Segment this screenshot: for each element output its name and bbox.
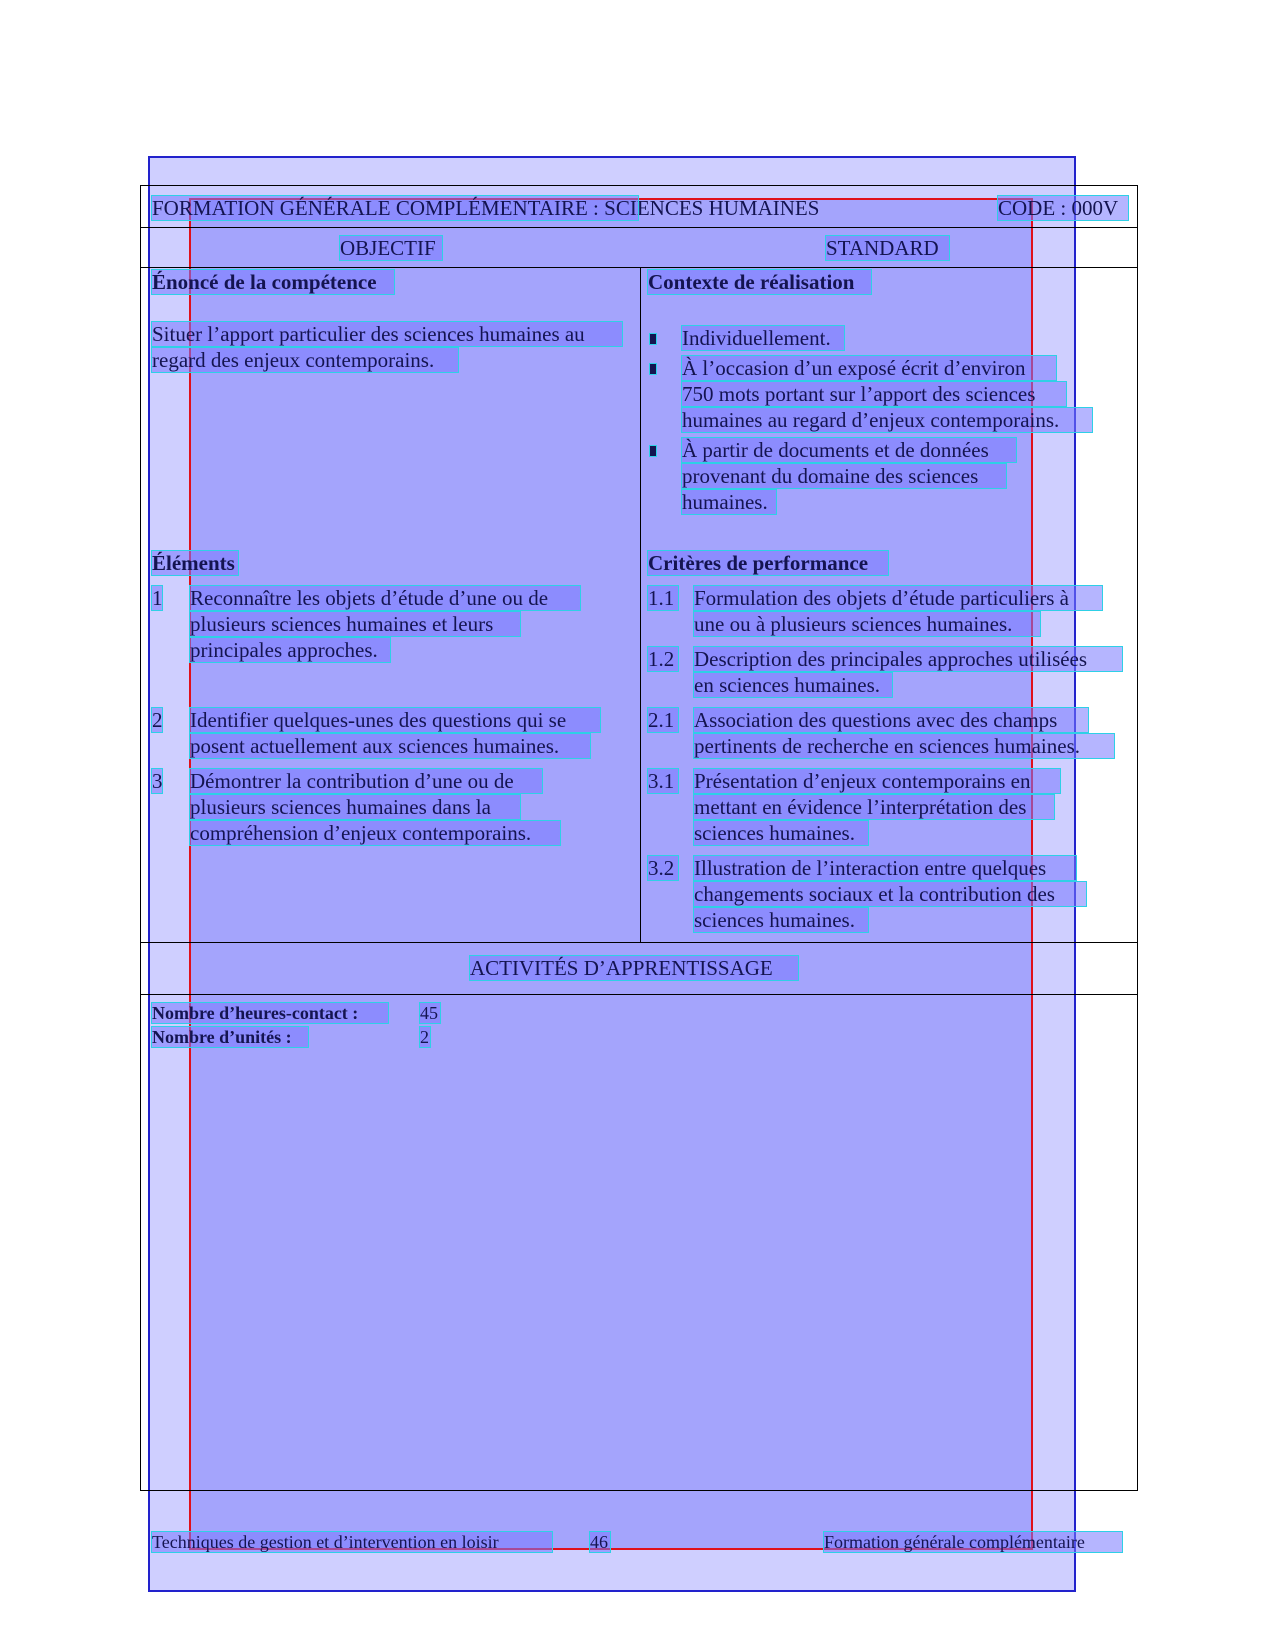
critere-line: pertinents de recherche en sciences humaines. — [694, 734, 1114, 758]
critere-line: Présentation d’enjeux contemporains en — [694, 769, 1060, 793]
columns-divider — [140, 267, 1138, 268]
heures-contact-label: Nombre d’heures-contact : — [152, 1003, 388, 1023]
critere-line: sciences humaines. — [694, 908, 868, 932]
critere-line: sciences humaines. — [694, 821, 868, 845]
contexte-bullet-line: À l’occasion d’un exposé écrit d’environ — [682, 356, 1056, 380]
critere-line: Formulation des objets d’étude particuliers à — [694, 586, 1102, 610]
course-code: CODE : 000V — [998, 196, 1128, 220]
contexte-bullet-line: 750 mots portant sur l’apport des sciences — [682, 382, 1066, 406]
criteres-heading: Critères de performance — [648, 551, 888, 575]
contexte-bullet-line: provenant du domaine des sciences — [682, 464, 1006, 488]
footer-program: Techniques de gestion et d’intervention en loisir — [152, 1532, 552, 1552]
critere-line: Description des principales approches utilisées — [694, 647, 1122, 671]
critere-number: 1.2 — [648, 647, 678, 671]
critere-number: 2.1 — [648, 708, 678, 732]
activites-heading: ACTIVITÉS D’APPRENTISSAGE — [470, 956, 798, 980]
critere-number: 3.2 — [648, 856, 678, 880]
enonce-line: Situer l’apport particulier des sciences humaines au — [152, 322, 622, 346]
critere-line: Illustration de l’interaction entre quelques — [694, 856, 1076, 880]
element-line: Démontrer la contribution d’une ou de — [190, 769, 542, 793]
heures-contact-value: 45 — [420, 1003, 438, 1023]
column-header-standard: STANDARD — [826, 236, 949, 260]
element-line: compréhension d’enjeux contemporains. — [190, 821, 560, 845]
activities-top-divider — [140, 942, 1138, 943]
footer-section: Formation générale complémentaire — [824, 1532, 1122, 1552]
enonce-heading: Énoncé de la compétence — [152, 270, 394, 294]
contexte-bullet-line: À partir de documents et de données — [682, 438, 1016, 462]
bullet-icon — [650, 446, 656, 456]
column-header-objectif: OBJECTIF — [340, 236, 442, 260]
element-line: Reconnaître les objets d’étude d’une ou de — [190, 586, 580, 610]
element-line: posent actuellement aux sciences humaines. — [190, 734, 590, 758]
critere-line: en sciences humaines. — [694, 673, 892, 697]
unites-value: 2 — [420, 1027, 429, 1047]
enonce-line: regard des enjeux contemporains. — [152, 348, 458, 372]
unites-label: Nombre d’unités : — [152, 1027, 308, 1047]
bullet-icon — [650, 334, 656, 344]
element-number: 3 — [152, 769, 163, 793]
activities-bottom-divider — [140, 994, 1138, 995]
critere-line: une ou à plusieurs sciences humaines. — [694, 612, 1040, 636]
contexte-bullet-line: humaines. — [682, 490, 776, 514]
contexte-heading: Contexte de réalisation — [648, 270, 871, 294]
column-divider — [640, 267, 641, 942]
page-number: 46 — [590, 1532, 608, 1552]
contexte-bullet-line: humaines au regard d’enjeux contemporains. — [682, 408, 1092, 432]
header-divider — [140, 227, 1138, 228]
element-number: 2 — [152, 708, 163, 732]
document-title: FORMATION GÉNÉRALE COMPLÉMENTAIRE : SCIENCES HUMAINES — [152, 196, 820, 220]
critere-line: Association des questions avec des champs — [694, 708, 1088, 732]
element-line: principales approches. — [190, 638, 390, 662]
critere-line: changements sociaux et la contribution des — [694, 882, 1086, 906]
critere-line: mettant en évidence l’interprétation des — [694, 795, 1054, 819]
contexte-bullet-line: Individuellement. — [682, 326, 844, 350]
critere-number: 3.1 — [648, 769, 678, 793]
element-number: 1 — [152, 586, 163, 610]
bullet-icon — [650, 364, 656, 374]
element-line: plusieurs sciences humaines et leurs — [190, 612, 520, 636]
element-line: Identifier quelques-unes des questions qui se — [190, 708, 600, 732]
element-line: plusieurs sciences humaines dans la — [190, 795, 520, 819]
elements-heading: Éléments — [152, 551, 238, 575]
critere-number: 1.1 — [648, 586, 678, 610]
